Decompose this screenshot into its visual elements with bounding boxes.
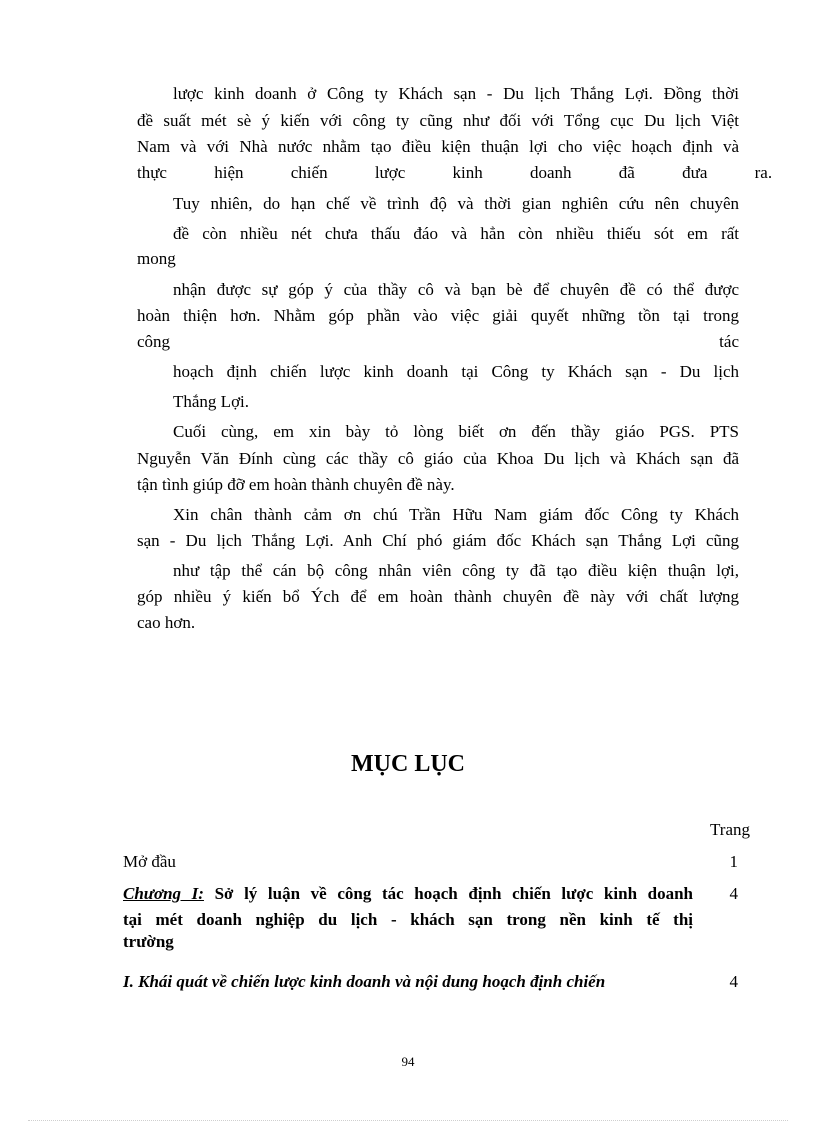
body-line-13: Cuối cùng, em xin bày tỏ lòng biết ơn đến thầy giáo PGS. PTS <box>173 422 739 441</box>
toc-entry-section-1[interactable]: I. Khái quát về chiến lược kinh doanh và nội dung hoạch định chiến <box>123 972 606 991</box>
body-line-16: Xin chân thành cảm ơn chú Trần Hữu Nam giám đốc Công ty Khách <box>173 505 739 524</box>
body-line-18: như tập thể cán bộ công nhân viên công ty đã tạo điều kiện thuận lợi, <box>173 561 739 580</box>
body-line-4 <box>137 163 773 183</box>
body-line-8: nhận được sự góp ý của thầy cô và bạn bè để chuyên đề có thể được <box>173 280 739 299</box>
body-line-7: mong <box>137 249 176 268</box>
body-line-20: cao hơn. <box>137 613 196 632</box>
body-line-1: lược kinh doanh ở Công ty Khách sạn - Du lịch Thắng Lợi. Đồng thời <box>173 84 739 103</box>
toc-chapter-1-line-3: trường <box>123 932 174 951</box>
toc-chapter-1-label: Chương I: <box>123 884 204 903</box>
body-line-12: Thắng Lợi. <box>173 392 250 411</box>
body-line-15: tận tình giúp đỡ em hoàn thành chuyên đề này. <box>137 475 455 494</box>
body-line-3: Nam và với Nhà nước nhằm tạo điều kiện thuận lợi cho việc hoạch định và <box>137 137 739 156</box>
body-line-19: góp nhiều ý kiến bổ Ých để em hoàn thành chuyên đề này với chất lượng <box>137 587 739 606</box>
body-line-9: hoàn thiện hơn. Nhằm góp phần vào việc giải quyết những tồn tại trong <box>137 306 739 325</box>
toc-chapter-1-line-2: tại mét doanh nghiệp du lịch - khách sạn trong nền kinh tế thị <box>123 910 693 929</box>
toc-entry-intro-page: 1 <box>729 852 738 871</box>
toc-chapter-1-line-1 <box>123 884 693 904</box>
toc-entry-intro[interactable]: Mở đầu <box>123 852 176 871</box>
body-line-14: Nguyễn Văn Đính cùng các thầy cô giáo của Khoa Du lịch và Khách sạn đã <box>137 449 739 468</box>
body-line-2: đề suất mét sè ý kiến với công ty cũng như đối với Tổng cục Du lịch Việt <box>137 111 739 130</box>
toc-title: MỤC LỤC <box>351 751 465 777</box>
toc-chapter-1-text-1: Sở lý luận về công tác hoạch định chiến lược kinh doanh <box>214 884 694 903</box>
body-line-6: đề còn nhiều nét chưa thấu đáo và hẳn còn nhiều thiếu sót em rất <box>173 224 739 243</box>
body-line-10: công tác <box>137 332 739 351</box>
body-line-11: hoạch định chiến lược kinh doanh tại Công ty Khách sạn - Du lịch <box>173 362 739 381</box>
body-line-5: Tuy nhiên, do hạn chế về trình độ và thời gian nghiên cứu nên chuyên <box>173 194 739 213</box>
toc-entry-chapter-1[interactable] <box>123 884 693 952</box>
body-line-4-text: thực hiện chiến lược kinh doanh đã đưa ra. <box>137 163 773 182</box>
toc-entry-chapter-1-page: 4 <box>729 884 738 903</box>
page-number: 94 <box>401 1054 415 1069</box>
toc-entry-section-1-page: 4 <box>729 972 738 991</box>
toc-page-header: Trang <box>710 820 750 839</box>
body-line-17: sạn - Du lịch Thắng Lợi. Anh Chí phó giám đốc Khách sạn Thắng Lợi cũng <box>137 531 739 550</box>
page-bottom-rule <box>28 1120 788 1121</box>
